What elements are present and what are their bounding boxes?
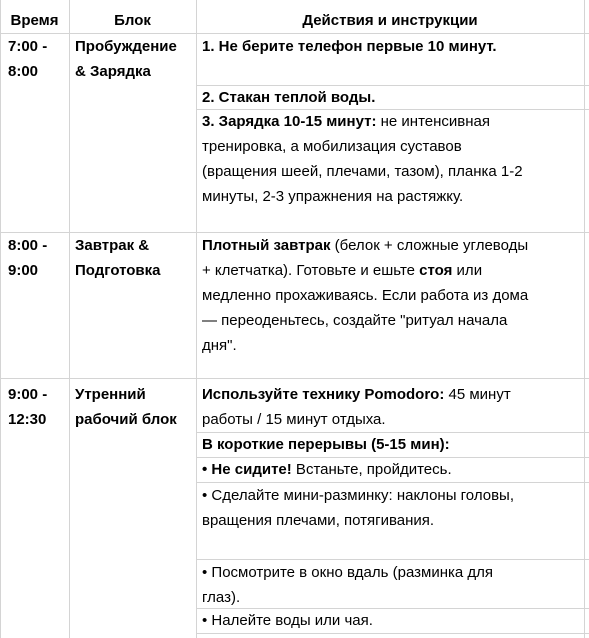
header-actions: Действия и инструкции — [302, 12, 478, 29]
row1-item2: 2. Стакан теплой воды. — [202, 89, 376, 106]
grid-line — [196, 0, 197, 638]
row1-item1: 1. Не берите телефон первые 10 минут. — [202, 38, 497, 55]
row3-item6: • Налейте воды или чая. — [202, 612, 373, 629]
row2-time: 8:00 - 9:00 — [8, 237, 48, 279]
row3-item3: • Не сидите! Встаньте, пройдитесь. — [202, 461, 452, 478]
header-block: Блок — [114, 12, 151, 29]
row3-time: 9:00 - 12:30 — [8, 386, 48, 428]
grid-line — [584, 0, 585, 638]
row3-block: Утренний рабочий блок — [75, 386, 177, 428]
grid-line — [69, 0, 70, 638]
grid-line — [0, 0, 1, 638]
row3-item4: • Сделайте мини-разминку: наклоны головы, вращения плечами, потягивания. — [202, 487, 515, 529]
row3-item2: В короткие перерывы (5-15 мин): — [202, 436, 450, 453]
row3-item5: • Посмотрите в окно вдаль (разминка для глаз). — [202, 564, 494, 606]
header-time: Время — [10, 12, 59, 29]
grid-line — [196, 633, 589, 634]
row3-item1: Используйте технику Pomodoro: 45 минут работы / 15 минут отдыха. — [202, 386, 511, 428]
row2-item1: Плотный завтрак (белок + сложные углеводы + клетчатка). Готовьте и ешьте стоя или медленно прохаживаясь. Если работа из дома — переоденьтесь, создайте "ритуал начала дня". — [202, 237, 529, 354]
grid-line — [0, 378, 589, 379]
row1-time: 7:00 - 8:00 — [8, 38, 48, 80]
row2-block: Завтрак & Подготовка — [75, 237, 161, 279]
row1-block: Пробуждение & Зарядка — [75, 38, 177, 80]
row1-item3: 3. Зарядка 10-15 минут: не интенсивная тренировка, а мобилизация суставов (вращения шеей, плечами, тазом), планка 1-2 минуты, 2-3 упражнения на растяжку. — [202, 113, 523, 205]
